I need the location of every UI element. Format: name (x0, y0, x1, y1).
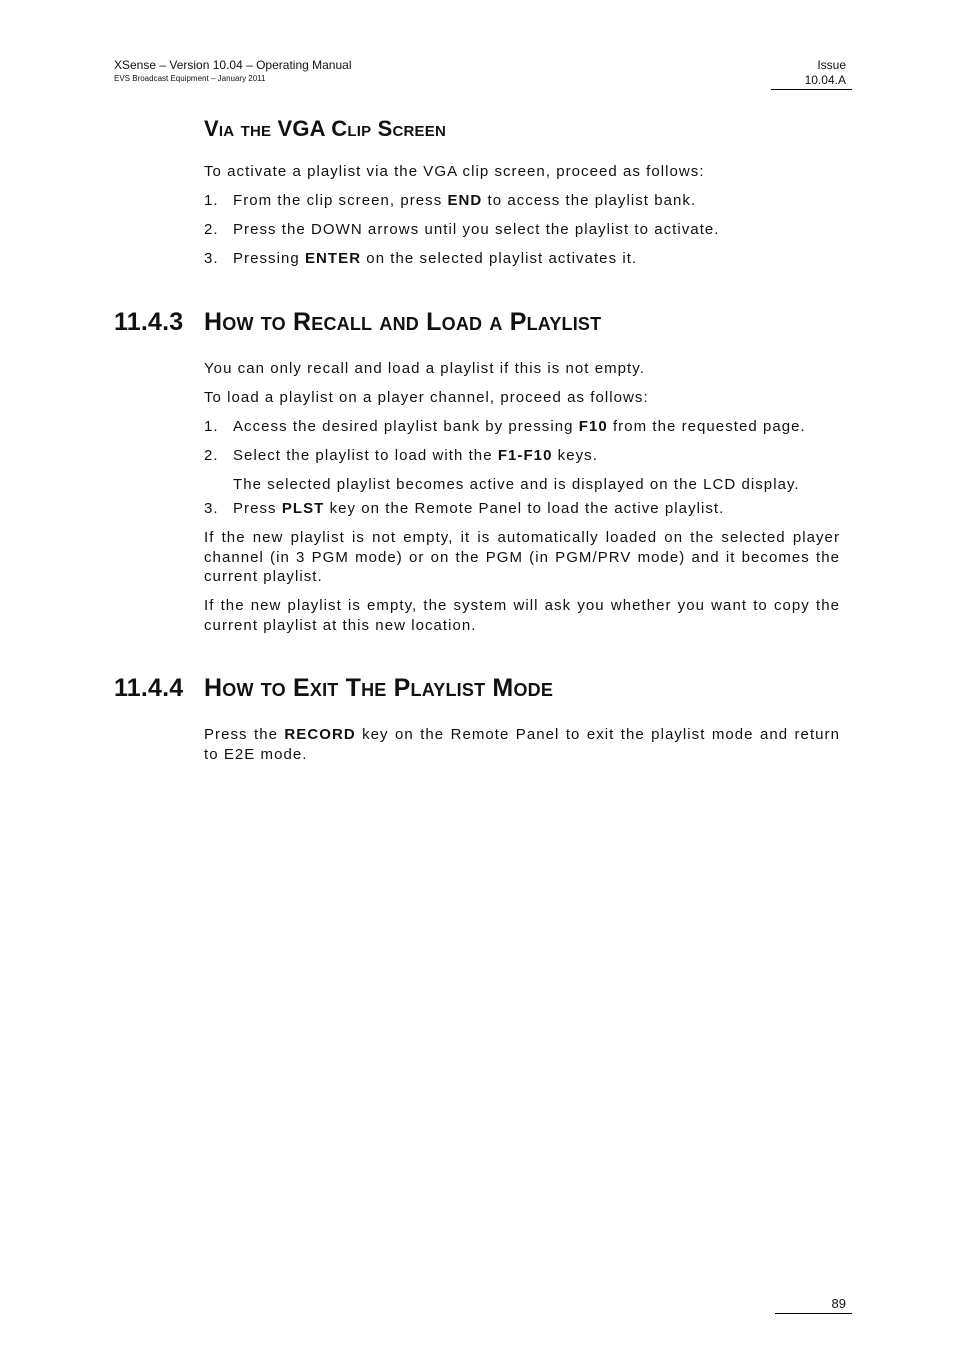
section-number: 11.4.4 (114, 674, 184, 702)
step-text: key on the Remote Panel to load the active playlist. (324, 500, 725, 517)
key-name: END (447, 192, 483, 209)
paragraph-text: key on the Remote Panel to exit the playlist mode and return to E2E mode. (204, 726, 840, 763)
paragraph-text: Press the (204, 726, 285, 743)
recall-paragraph-2: To load a playlist on a player channel, proceed as follows: (204, 389, 649, 406)
step-number: 2. (204, 221, 219, 238)
step-text: Access the desired playlist bank by pressing (233, 418, 579, 435)
section-title: How to Exit The Playlist Mode (204, 674, 554, 702)
vga-step-3 (204, 249, 844, 269)
page-number-box (775, 1296, 852, 1314)
document-title: XSense – Version 10.04 – Operating Manual (114, 58, 352, 72)
step-number: 2. (204, 447, 219, 464)
recall-step-1 (204, 417, 844, 437)
section-number: 11.4.3 (114, 308, 184, 336)
vga-step-1 (204, 191, 844, 211)
step-text: Press the DOWN arrows until you select the playlist to activate. (233, 221, 720, 238)
section-title: How to Recall and Load a Playlist (204, 308, 602, 336)
step-text: to access the playlist bank. (482, 192, 697, 209)
step-text: from the requested page. (607, 418, 806, 435)
recall-step-2 (204, 446, 844, 466)
recall-paragraph-3: If the new playlist is not empty, it is automatically loaded on the selected player channel (in 3 PGM mode) or on the PGM (in PGM/PRV mode) and it becomes the current playlist. (204, 529, 840, 585)
exit-paragraph-1 (204, 725, 840, 764)
recall-paragraph-1: You can only recall and load a playlist if this is not empty. (204, 360, 645, 377)
key-name: F10 (578, 418, 608, 435)
step-text: Select the playlist to load with the (233, 447, 498, 464)
heading-11-4-4 (114, 674, 553, 703)
issue-box (771, 58, 852, 90)
document-subtitle: EVS Broadcast Equipment – January 2011 (114, 74, 266, 83)
heading-via-vga-clip-screen: Via the VGA Clip Screen (204, 116, 446, 141)
step-number: 3. (204, 500, 219, 517)
page-number: 89 (831, 1296, 846, 1311)
issue-value: 10.04.A (804, 73, 846, 87)
step-number: 1. (204, 418, 219, 435)
key-name: ENTER (304, 250, 362, 267)
step-text: Pressing (233, 250, 305, 267)
key-name: PLST (281, 500, 325, 517)
step-number: 1. (204, 192, 219, 209)
recall-paragraph-4: If the new playlist is empty, the system will ask you whether you want to copy the current playlist at this new location. (204, 597, 840, 634)
step-text: keys. (552, 447, 598, 464)
step-number: 3. (204, 250, 219, 267)
page-header (114, 58, 352, 84)
vga-step-2 (204, 220, 844, 240)
issue-label: Issue (817, 58, 846, 72)
step-text: on the selected playlist activates it. (361, 250, 638, 267)
recall-step-3 (204, 499, 844, 519)
vga-intro: To activate a playlist via the VGA clip screen, proceed as follows: (204, 163, 705, 180)
heading-11-4-3 (114, 308, 601, 337)
key-name: F1-F10 (497, 447, 553, 464)
recall-step-2-note: The selected playlist becomes active and is displayed on the LCD display. (233, 476, 800, 493)
step-text: From the clip screen, press (233, 192, 448, 209)
key-name: RECORD (284, 726, 356, 743)
step-text: Press (233, 500, 282, 517)
